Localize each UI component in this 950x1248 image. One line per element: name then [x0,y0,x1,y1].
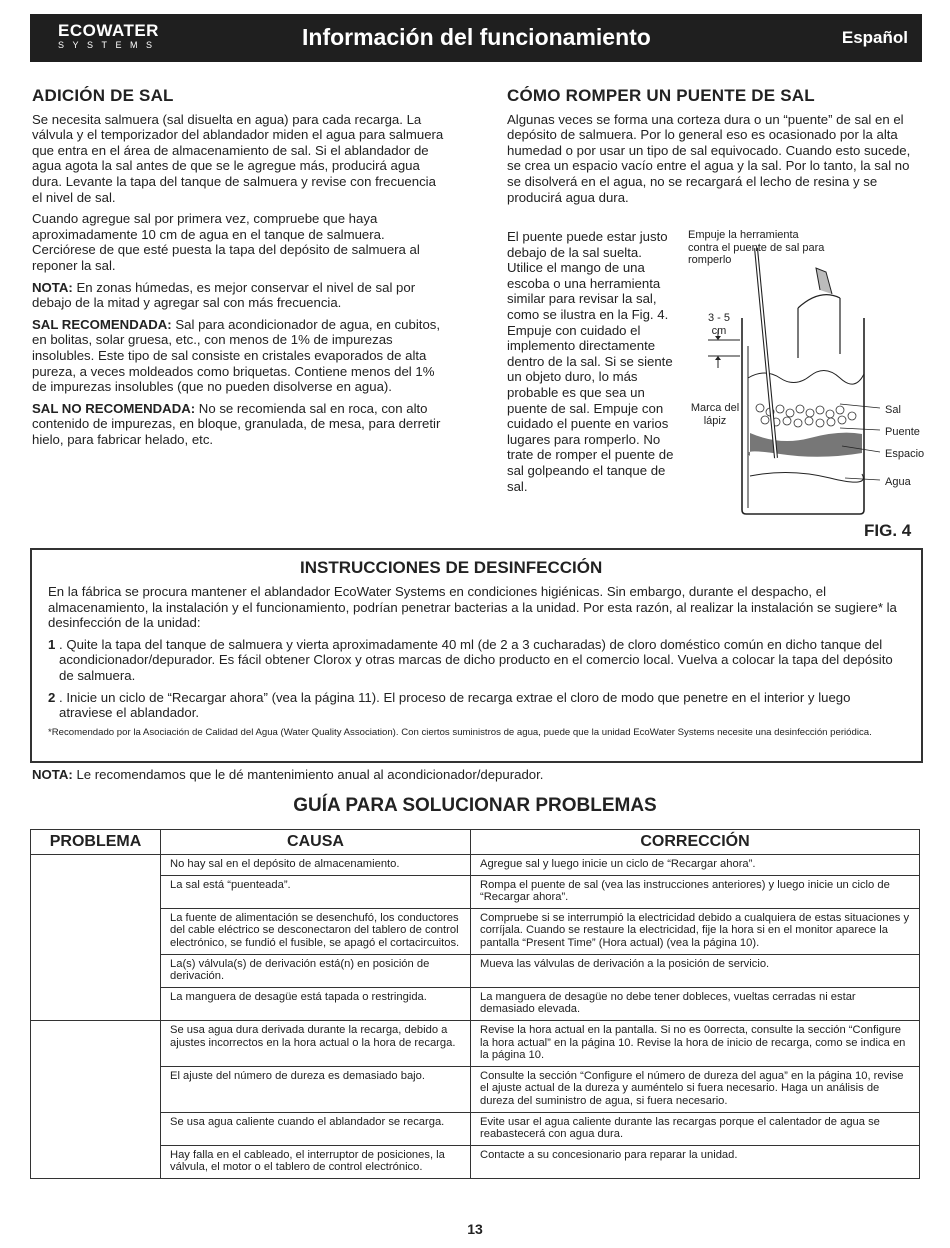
nota-mant-text: Le recomendamos que le dé mantenimiento anual al acondicionador/depurador. [72,767,544,782]
adicion-nota [32,280,444,311]
table-row [31,954,920,987]
header-problema: PROBLEMA [31,830,161,855]
brine-tank-illustration [680,228,910,528]
puente-heading: CÓMO ROMPER UN PUENTE DE SAL [507,86,815,105]
puente-paragraph-2: El puente puede estar justo debajo de la sal suelta. Utilice el mango de una escoba o una herramienta similar para revisar la sal, como se ilustra en la Fig. 4. Empuje con cuidado el implemento directamente dentro de la sal. Si se siente un objeto duro, lo más probable es que sea un puente de sal. Empuje con cuidado el puente en varios lugares para romperlo. No trate de romper el puente de sal golpeando el tanque de sal. [507,229,674,494]
table-row [31,1145,920,1178]
header-bar [30,14,922,62]
desinfeccion-step-2 [48,690,904,721]
desinfeccion-step-1 [48,637,904,684]
cause-cell: Se usa agua caliente cuando el ablandador se recarga. [161,1112,471,1145]
table-row [31,1112,920,1145]
cause-cell: La fuente de alimentación se desenchufó, los conductores del cable eléctrico se desconectaron del tablero de control electrónico, se fundió el fusible, se apagó el cortacircuitos. [161,908,471,954]
fix-cell: Evite usar el agua caliente durante las recargas porque el calentador de agua se reabastecerá con agua dura. [471,1112,920,1145]
desinfeccion-heading: INSTRUCCIONES DE DESINFECCIÓN [300,558,603,577]
puente-paragraph-1: Algunas veces se forma una corteza dura o un “puente” de sal en el depósito de salmuera. Por lo general eso es ocasionado por la alta humedad o por usar un tipo de sal equivocado. Cuando esto sucede, se crea un espacio vacío entre el agua y la sal. Por lo tanto, la sal no se disolverá en el agua, no se recargará el lecho de resina y se producirá agua dura. [507,111,911,205]
table-row [31,1020,920,1066]
table-header-row [31,830,920,855]
guia-heading: GUÍA PARA SOLUCIONAR PROBLEMAS [293,795,657,816]
rec-text: Sal para acondicionador de agua, en cubitos, en bolitas, solar gruesa, etc., con menos de 1% de impurezas insolubles. Este tipo de sal consiste en cristales evaporados de alta pureza, a veces moldeados como briquetas. Contiene menos del 1% de impurezas insolubles (que no pueden disolverse en agua). [32,316,441,395]
sal-no-recomendada [32,401,444,448]
table-row [31,1066,920,1112]
cause-cell: Se usa agua dura derivada durante la recarga, debido a ajustes incorrectos en la hora actual o la hora de recarga. [161,1020,471,1066]
sal-recomendada [32,317,444,395]
fig-label-push-tool: Empuje la herramienta contra el puente de sal para romperlo [688,229,825,266]
fix-cell: Consulte la sección “Configure el número de dureza del agua” en la página 10, revise el ajuste actual de la dureza y auméntelo si fuera necesario. Haga un análisis de dureza del suministro de agua, si fuera necesario. [471,1066,920,1112]
fix-cell: Contacte a su concesionario para reparar la unidad. [471,1145,920,1178]
page-number: 13 [467,1221,483,1237]
cause-cell: No hay sal en el depósito de almacenamiento. [161,855,471,876]
fig-label-puente: Puente [885,426,920,438]
fig-label-sal: Sal [885,404,901,416]
header-correccion: CORRECCIÓN [471,830,920,855]
desinfeccion-box [30,548,923,763]
cause-cell: La(s) válvula(s) de derivación está(n) en posición de derivación. [161,954,471,987]
step-1-number: 1 [48,636,56,652]
ecowater-logo [58,22,161,51]
desinfeccion-intro: En la fábrica se procura mantener el ablandador EcoWater Systems en condiciones higiénicas. Sin embargo, durante el despacho, el almacenamiento, la instalación y el funcionamiento, podrían penetrar bacterias a la unidad. Por esta razón, al realizar la instalación se sugiere* la desinfección de la unidad: [48,584,897,631]
cause-cell: La sal está “puenteada”. [161,875,471,908]
nota-mantenimiento [32,767,543,782]
nota-label: NOTA: [32,279,73,295]
brand-sub: SYSTEMS [58,40,161,50]
brand-name: ECOWATER [58,21,159,40]
table-row [31,855,920,876]
norec-label: SAL NO RECOMENDADA: [32,400,196,416]
fig-label-marca: Marca del lápiz [690,402,740,427]
header-causa: CAUSA [161,830,471,855]
adicion-section [32,88,444,453]
fig-label-espacio: Espacio [885,448,925,460]
step-1-text: . Quite la tapa del tanque de salmuera y vierta aproximadamente 40 ml (de 2 a 3 cucharadas) de cloro doméstico común en dicho tanque del acondicionador/depurador. Es fácil obtener Clorox y otras marcas de dicho producto en el comercio local. Vuelva a colocar la tapa del depósito de salmuera. [59,636,893,683]
page-title: Información del funcionamiento [302,24,651,50]
cause-cell: Hay falla en el cableado, el interruptor de posiciones, la válvula, el motor o el tablero de control electrónico. [161,1145,471,1178]
fix-cell: Agregue sal y luego inicie un ciclo de “Recargar ahora”. [471,855,920,876]
problem-cell-1 [31,855,161,1021]
puente-section [507,88,919,211]
desinfeccion-body [48,584,904,738]
troubleshooting-table [30,829,920,1179]
fix-cell: La manguera de desagüe no debe tener dobleces, vueltas cerradas ni estar demasiado elevada. [471,987,920,1020]
adicion-paragraph-2: Cuando agregue sal por primera vez, compruebe que haya aproximadamente 10 cm de agua en el tanque de salmuera. Cerciórese de que esté puesta la tapa del depósito de salmuera al reponer la sal. [32,211,420,273]
figure-caption: FIG. 4 [864,521,912,540]
nota-text: En zonas húmedas, es mejor conservar el nivel de sal por debajo de la mitad y agregar sal con más frecuencia. [32,279,416,311]
fix-cell: Revise la hora actual en la pantalla. Si no es 0orrecta, consulte la sección “Configure la hora actual” en la página 10. Revise la hora de inicio de recarga, como se indica en la página 10. [471,1020,920,1066]
fix-cell: Compruebe si se interrumpió la electricidad debido a cualquiera de estas situaciones y corríjala. Cuando se restaure la electricidad, fije la hora si en el monitor aparece la pantalla “Present Time” (Hora actual) (vea la página 10). [471,908,920,954]
table-row [31,987,920,1020]
fix-cell: Rompa el puente de sal (vea las instrucciones anteriores) y luego inicie un ciclo de “Recargar ahora”. [471,875,920,908]
adicion-paragraph-1: Se necesita salmuera (sal disuelta en agua) para cada recarga. La válvula y el temporizador del ablandador miden el agua para salmuera que entra en el área de almacenamiento de sal. Si el ablandador de agua agota la sal antes de que se le agregue más, producirá agua dura. Levante la tapa del tanque de salmuera y revise con frecuencia el nivel de sal. [32,111,444,205]
desinfeccion-footnote: *Recomendado por la Asociación de Calidad del Agua (Water Quality Association). Con ciertos suministros de agua, puede que la unidad EcoWater Systems necesite una desinfección periódica. [48,726,872,738]
step-2-text: . Inicie un ciclo de “Recargar ahora” (vea la página 11). El proceso de recarga extrae el cloro de modo que penetre en el interior y luego atraviese el ablandador. [59,689,851,721]
fig-label-cm: 3 - 5 cm [707,312,730,337]
problem-cell-2 [31,1020,161,1178]
table-row [31,908,920,954]
cause-cell: La manguera de desagüe está tapada o restringida. [161,987,471,1020]
table-row [31,875,920,908]
norec-text: No se recomienda sal en roca, con alto contenido de impurezas, en bloque, granulada, de mesa, para derretir hielo, para fabricar helado, etc. [32,400,441,447]
step-2-number: 2 [48,689,56,705]
nota-mant-label: NOTA: [32,767,73,782]
rec-label: SAL RECOMENDADA: [32,316,172,332]
language-label: Español [841,28,908,47]
cause-cell: El ajuste del número de dureza es demasiado bajo. [161,1066,471,1112]
fix-cell: Mueva las válvulas de derivación a la posición de servicio. [471,954,920,987]
adicion-heading: ADICIÓN DE SAL [32,86,174,105]
fig-label-agua: Agua [885,476,911,488]
